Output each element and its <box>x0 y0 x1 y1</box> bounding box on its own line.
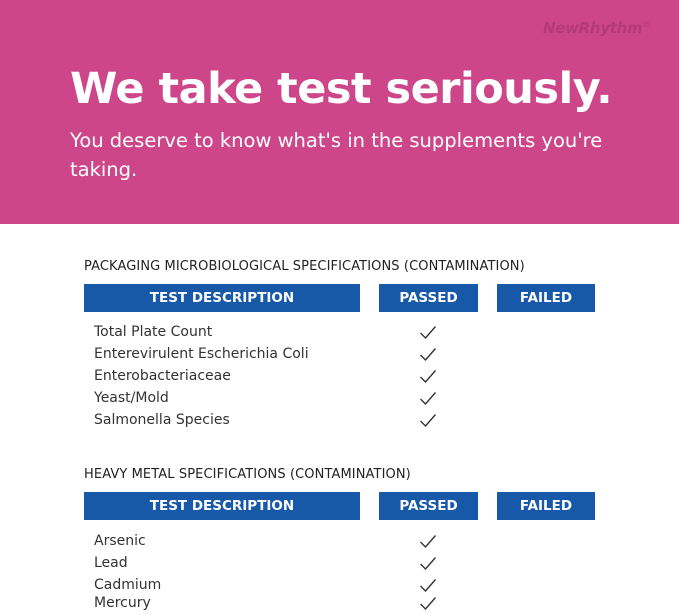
page-headline: We take test seriously. <box>70 64 613 114</box>
check-icon <box>419 578 437 593</box>
table-row <box>0 322 679 344</box>
hero-banner <box>0 0 679 224</box>
check-icon <box>419 369 437 384</box>
page-subheadline: You deserve to know what's in the supplements you're taking. <box>70 129 603 181</box>
table-row <box>0 366 679 388</box>
column-header-description: TEST DESCRIPTION <box>84 492 360 520</box>
test-label: Enterevirulent Escherichia Coli <box>94 346 309 362</box>
table-row <box>0 388 679 410</box>
test-label: Salmonella Species <box>94 412 230 428</box>
table-row <box>0 344 679 366</box>
check-icon <box>419 534 437 549</box>
brand-logo: NewRhythm® <box>543 19 651 37</box>
test-label: Mercury <box>94 595 151 611</box>
column-header-failed: FAILED <box>497 284 595 312</box>
column-header-failed: FAILED <box>497 492 595 520</box>
test-label: Total Plate Count <box>94 324 213 340</box>
test-label: Cadmium <box>94 577 162 593</box>
section-title-microbiological: PACKAGING MICROBIOLOGICAL SPECIFICATIONS (CONTAMINATION) <box>84 259 525 274</box>
table-row <box>0 531 679 553</box>
check-icon <box>419 556 437 571</box>
check-icon <box>419 413 437 428</box>
test-label: Lead <box>94 555 128 571</box>
check-icon <box>419 596 437 611</box>
section-title-heavy-metal: HEAVY METAL SPECIFICATIONS (CONTAMINATION) <box>84 467 411 482</box>
test-label: Yeast/Mold <box>94 390 169 406</box>
column-header-passed: PASSED <box>379 492 478 520</box>
test-label: Arsenic <box>94 533 146 549</box>
table-row <box>0 553 679 575</box>
column-header-description: TEST DESCRIPTION <box>84 284 360 312</box>
table-row <box>0 593 679 615</box>
table-row <box>0 410 679 432</box>
check-icon <box>419 391 437 406</box>
test-label: Enterobacteriaceae <box>94 368 231 384</box>
column-header-passed: PASSED <box>379 284 478 312</box>
check-icon <box>419 325 437 340</box>
check-icon <box>419 347 437 362</box>
